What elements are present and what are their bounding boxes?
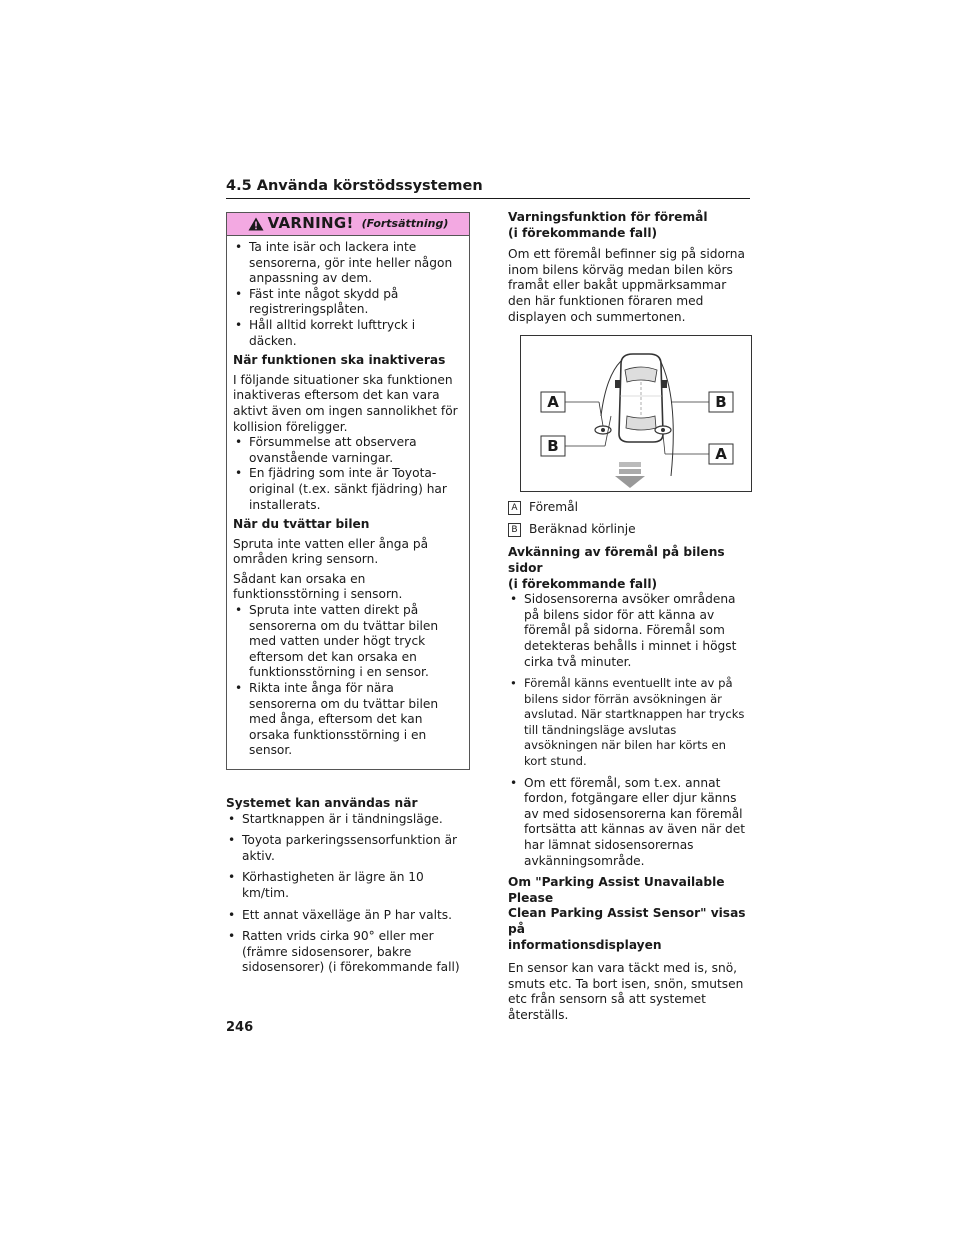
label-b-left: [541, 436, 565, 456]
deactivate-text: I följande situationer ska funktionen inaktiveras eftersom det kan vara aktivt även om ingen sannolikhet för kollision föreligger.: [233, 372, 458, 434]
list-item: • Startknappen är i tändningsläge.: [226, 812, 470, 828]
warning-subtitle: (Fortsättning): [361, 217, 449, 231]
list-item: • Försummelse att observera ovanstående varningar.: [233, 435, 461, 466]
page-number: 246: [226, 1020, 254, 1035]
sensor-diagram: [521, 336, 751, 491]
list-item: • Sidosensorerna avsöker områdena på bilens sidor för att känna av föremål på sidorna. Föremål som detekteras behålls i minnet i högst cirka två minuter.: [508, 592, 752, 670]
legend-row-a: [508, 500, 752, 516]
list-item: • Fäst inte något skydd på registreringsplåten.: [233, 287, 461, 318]
unavailable-heading-2: Clean Parking Assist Sensor" visas på: [508, 906, 746, 936]
legend-row-b: [508, 522, 752, 538]
list-item: • Körhastigheten är lägre än 10 km/tim.: [226, 870, 470, 901]
label-a-right: [709, 444, 733, 464]
list-item: • Rikta inte ånga för nära sensorerna om du tvättar bilen med ånga, eftersom det kan orsaka funktionsstörning i en sensor.: [233, 681, 461, 759]
wash-heading: När du tvättar bilen: [233, 517, 370, 532]
left-column: [226, 212, 470, 982]
list-item: • Föremål känns eventuellt inte av på bilens sidor förrän avsökningen är avslutad. När startknappen har trycks till tändningsläge avslutas avsökningen när bilen har körts en kort stund.: [508, 676, 752, 770]
list-item: • Ta inte isär och lackera inte sensorerna, gör inte heller någon anpassning av dem.: [233, 240, 461, 287]
list-item: • Om ett föremål, som t.ex. annat fordon, fotgängare eller djur känns av med sidosensorerna kan föremål fortsätta att kännas av även när det har lämnat sidosensorernas avkänningsområde.: [508, 776, 752, 870]
list-item: • Håll alltid korrekt lufttryck i däcken.: [233, 318, 461, 349]
side-detection-heading-2: (i förekommande fall): [508, 576, 658, 591]
warning-list-2: [233, 435, 461, 513]
section-title: 4.5 Använda körstödssystemen: [226, 178, 750, 199]
reverse-direction-arrow-icon: [615, 462, 645, 488]
object-warning-heading-2: (i förekommande fall): [508, 225, 658, 240]
wash-text-1: Spruta inte vatten eller ånga på områden kring sensorn.: [233, 536, 429, 567]
right-column: [508, 210, 752, 1024]
svg-text:B: B: [547, 437, 559, 456]
warning-body: [227, 236, 469, 769]
warning-title: VARNING!: [267, 214, 354, 233]
usable-heading: Systemet kan användas när: [226, 796, 418, 810]
warning-header: [227, 213, 469, 236]
svg-text:A: A: [547, 393, 559, 412]
legend-text-a: Föremål: [529, 500, 578, 515]
list-item: • Toyota parkeringssensorfunktion är aktiv.: [226, 833, 470, 864]
unavailable-text: En sensor kan vara täckt med is, snö, smuts etc. Ta bort isen, snön, smutsen etc från sensorn så att systemet återställs.: [508, 961, 744, 1022]
deactivate-heading: När funktionen ska inaktiveras: [233, 353, 446, 368]
label-b-right: [709, 392, 733, 412]
svg-text:A: A: [715, 445, 727, 464]
list-item: • Ett annat växelläge än P har valts.: [226, 908, 470, 924]
usable-list: [226, 812, 470, 976]
label-a-left: [541, 392, 565, 412]
list-item: • Spruta inte vatten direkt på sensorerna om du tvättar bilen med vatten under högt tryck eftersom det kan orsaka en funktionsstörning i en sensor.: [233, 603, 461, 681]
legend-badge-b: B: [508, 523, 521, 537]
unavailable-heading-1: Om "Parking Assist Unavailable Please: [508, 875, 725, 905]
svg-text:B: B: [715, 393, 727, 412]
warning-triangle-icon: [248, 217, 264, 231]
sensor-figure: [520, 335, 752, 492]
object-warning-heading-1: Varningsfunktion för föremål: [508, 210, 708, 224]
side-detection-list: [508, 592, 752, 869]
wash-text-2: Sådant kan orsaka en funktionsstörning i sensorn.: [233, 571, 403, 602]
object-warning-text: Om ett föremål befinner sig på sidorna inom bilens körväg medan bilen körs framåt eller bakåt uppmärksammar den här funktionen föraren med displayen och summertonen.: [508, 247, 745, 324]
list-item: • En fjädring som inte är Toyota-original (t.ex. sänkt fjädring) har installerats.: [233, 466, 461, 513]
side-detection-heading-1: Avkänning av föremål på bilens sidor: [508, 545, 725, 575]
warning-box: [226, 212, 470, 770]
legend-badge-a: A: [508, 501, 521, 515]
list-item: • Ratten vrids cirka 90° eller mer (främre sidosensorer, bakre sidosensorer) (i förekommande fall): [226, 929, 470, 976]
legend-text-b: Beräknad körlinje: [529, 521, 636, 536]
warning-list-3: [233, 603, 461, 759]
warning-list-1: [233, 240, 461, 349]
object-icon-right: [655, 426, 671, 434]
unavailable-heading-3: informationsdisplayen: [508, 937, 662, 952]
